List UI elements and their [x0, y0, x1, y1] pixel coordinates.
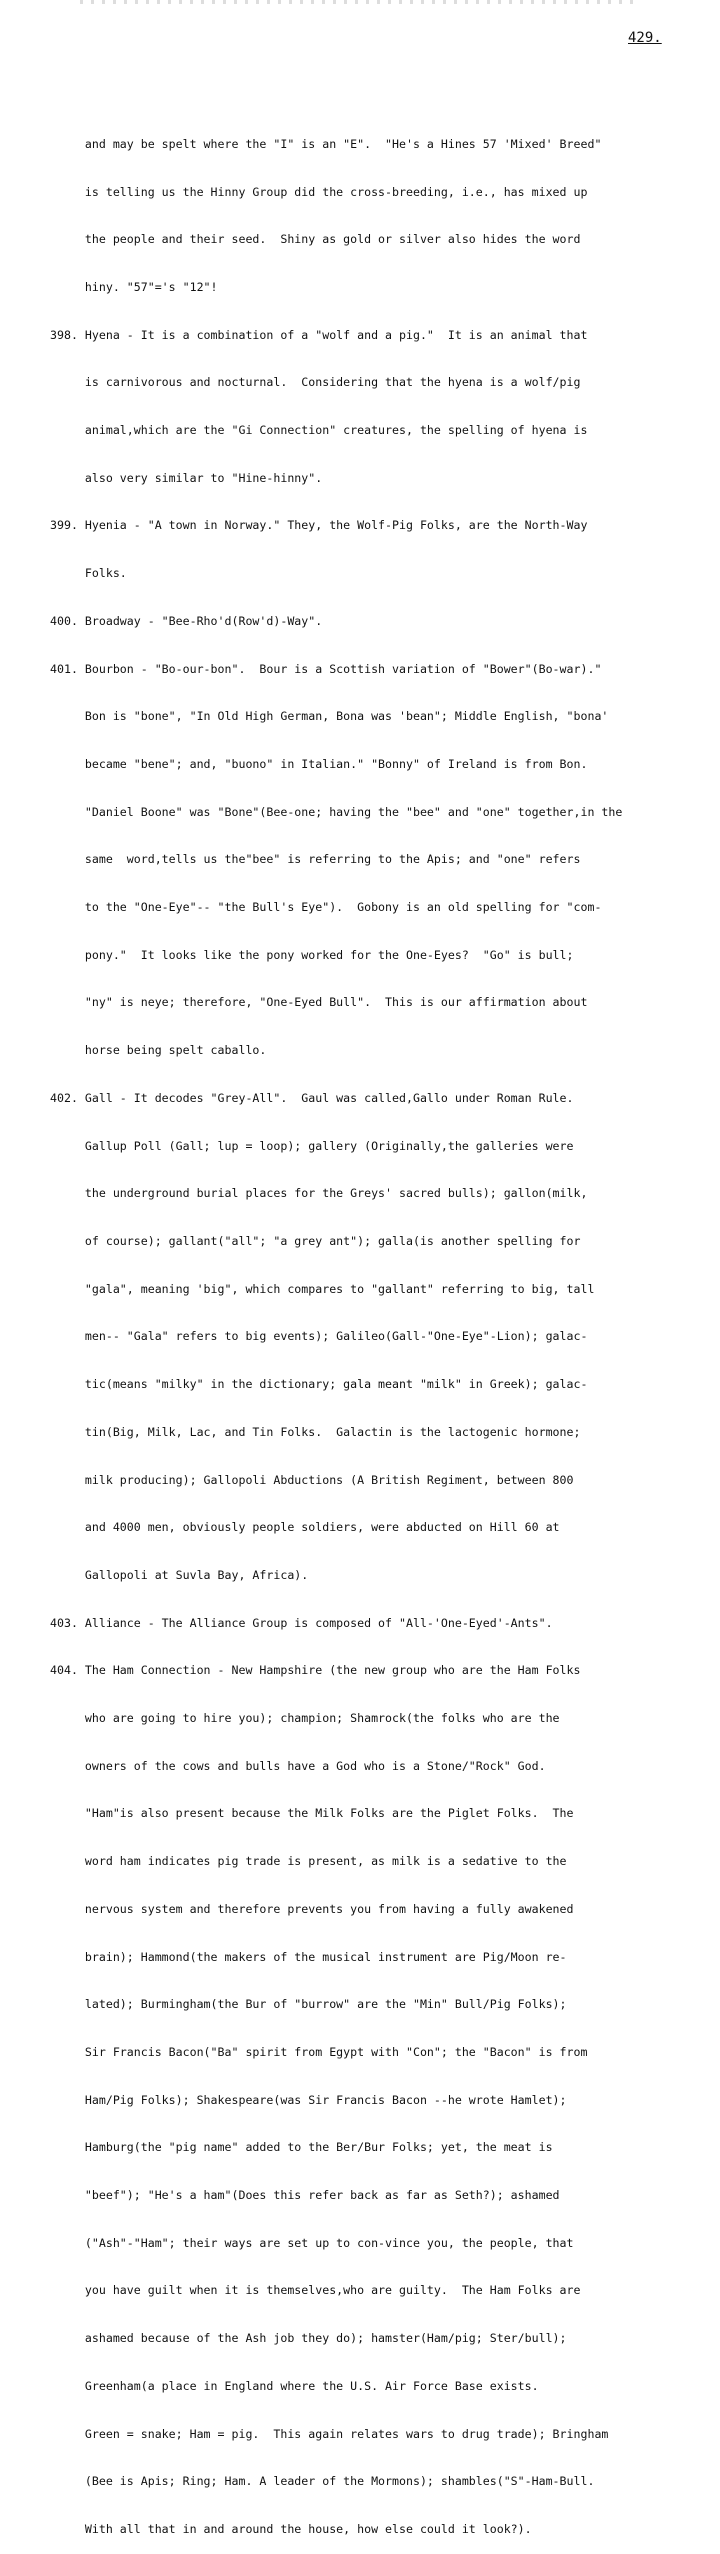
entry-398-hyena: 398. Hyena - It is a combination of a "wolf and a pig." It is an animal that	[50, 327, 588, 342]
text-line: Ham/Pig Folks); Shakespeare(was Sir Francis Bacon --he wrote Hamlet);	[50, 2092, 567, 2107]
text-line: also very similar to "Hine-hinny".	[50, 470, 323, 485]
text-line: "ny" is neye; therefore, "One-Eyed Bull". This is our affirmation about	[50, 995, 588, 1010]
document-body	[50, 105, 680, 2554]
entry-400-broadway: 400. Broadway - "Bee-Rho'd(Row'd)-Way".	[50, 613, 323, 628]
text-line: Greenham(a place in England where the U.S. Air Force Base exists.	[50, 2378, 539, 2393]
text-line: brain); Hammond(the makers of the musical instrument are Pig/Moon re-	[50, 1949, 567, 1964]
text-line: and 4000 men, obviously people soldiers, were abducted on Hill 60 at	[50, 1520, 560, 1535]
text-line: the people and their seed. Shiny as gold or silver also hides the word	[50, 232, 581, 247]
text-line: who are going to hire you); champion; Shamrock(the folks who are the	[50, 1711, 560, 1726]
text-line: Sir Francis Bacon("Ba" spirit from Egypt with "Con"; the "Bacon" is from	[50, 2044, 588, 2059]
page-number: 429.	[628, 30, 662, 46]
text-line: "Daniel Boone" was "Bone"(Bee-one; having the "bee" and "one" together,in the	[50, 804, 623, 819]
text-line: Gallopoli at Suvla Bay, Africa).	[50, 1567, 309, 1582]
text-line: men-- "Gala" refers to big events); Galileo(Gall-"One-Eye"-Lion); galac-	[50, 1329, 588, 1344]
text-line: Green = snake; Ham = pig. This again relates wars to drug trade); Bringham	[50, 2426, 609, 2441]
text-line: you have guilt when it is themselves,who are guilty. The Ham Folks are	[50, 2283, 581, 2298]
text-line: lated); Burmingham(the Bur of "burrow" are the "Min" Bull/Pig Folks);	[50, 1997, 567, 2012]
text-line: animal,which are the "Gi Connection" creatures, the spelling of hyena is	[50, 423, 588, 438]
entry-399-hyenia: 399. Hyenia - "A town in Norway." They, the Wolf-Pig Folks, are the North-Way	[50, 518, 588, 533]
text-line: Gallup Poll (Gall; lup = loop); gallery (Originally,the galleries were	[50, 1138, 574, 1153]
text-line: to the "One-Eye"-- "the Bull's Eye"). Gobony is an old spelling for "com-	[50, 900, 602, 915]
text-line: (Bee is Apis; Ring; Ham. A leader of the Mormons); shambles("S"-Ham-Bull.	[50, 2474, 595, 2489]
text-line: tin(Big, Milk, Lac, and Tin Folks. Galactin is the lactogenic hormone;	[50, 1424, 581, 1439]
text-line: Folks.	[50, 566, 127, 581]
text-line: hiny. "57"='s "12"!	[50, 279, 218, 294]
text-line: became "bene"; and, "buono" in Italian." "Bonny" of Ireland is from Bon.	[50, 756, 588, 771]
text-line: word ham indicates pig trade is present, as milk is a sedative to the	[50, 1854, 567, 1869]
text-line: Bon is "bone", "In Old High German, Bona was 'bean"; Middle English, "bona'	[50, 709, 609, 724]
entry-401-bourbon: 401. Bourbon - "Bo-our-bon". Bour is a Scottish variation of "Bower"(Bo-war)."	[50, 661, 602, 676]
text-line: "beef"); "He's a ham"(Does this refer back as far as Seth?); ashamed	[50, 2188, 560, 2203]
text-line: the underground burial places for the Greys' sacred bulls); gallon(milk,	[50, 1186, 588, 1201]
text-line: of course); gallant("all"; "a grey ant"); galla(is another spelling for	[50, 1233, 581, 1248]
text-line: same word,tells us the"bee" is referring to the Apis; and "one" refers	[50, 852, 581, 867]
text-line: owners of the cows and bulls have a God who is a Stone/"Rock" God.	[50, 1758, 546, 1773]
text-line: ("Ash"-"Ham"; their ways are set up to con-vince you, the people, that	[50, 2235, 574, 2250]
text-line: With all that in and around the house, how else could it look?).	[50, 2521, 532, 2536]
text-line: ashamed because of the Ash job they do); hamster(Ham/pig; Ster/bull);	[50, 2331, 567, 2346]
text-line: is telling us the Hinny Group did the cross-breeding, i.e., has mixed up	[50, 184, 588, 199]
text-line: "gala", meaning 'big", which compares to "gallant" referring to big, tall	[50, 1281, 595, 1296]
entry-403-alliance: 403. Alliance - The Alliance Group is composed of "All-'One-Eyed'-Ants".	[50, 1615, 553, 1630]
entry-402-gall: 402. Gall - It decodes "Grey-All". Gaul was called,Gallo under Roman Rule.	[50, 1090, 574, 1105]
text-line: nervous system and therefore prevents you from having a fully awakened	[50, 1901, 574, 1916]
text-line: "Ham"is also present because the Milk Folks are the Piglet Folks. The	[50, 1806, 574, 1821]
scan-edge-noise	[80, 0, 640, 4]
entry-404-ham-connection: 404. The Ham Connection - New Hampshire (the new group who are the Ham Folks	[50, 1663, 581, 1678]
text-line: horse being spelt caballo.	[50, 1043, 267, 1058]
text-line: and may be spelt where the "I" is an "E". "He's a Hines 57 'Mixed' Breed"	[50, 136, 602, 151]
text-line: milk producing); Gallopoli Abductions (A British Regiment, between 800	[50, 1472, 574, 1487]
text-line: is carnivorous and nocturnal. Considering that the hyena is a wolf/pig	[50, 375, 581, 390]
text-line: tic(means "milky" in the dictionary; gala meant "milk" in Greek); galac-	[50, 1377, 588, 1392]
text-line: pony." It looks like the pony worked for the One-Eyes? "Go" is bull;	[50, 947, 574, 962]
text-line: Hamburg(the "pig name" added to the Ber/Bur Folks; yet, the meat is	[50, 2140, 553, 2155]
